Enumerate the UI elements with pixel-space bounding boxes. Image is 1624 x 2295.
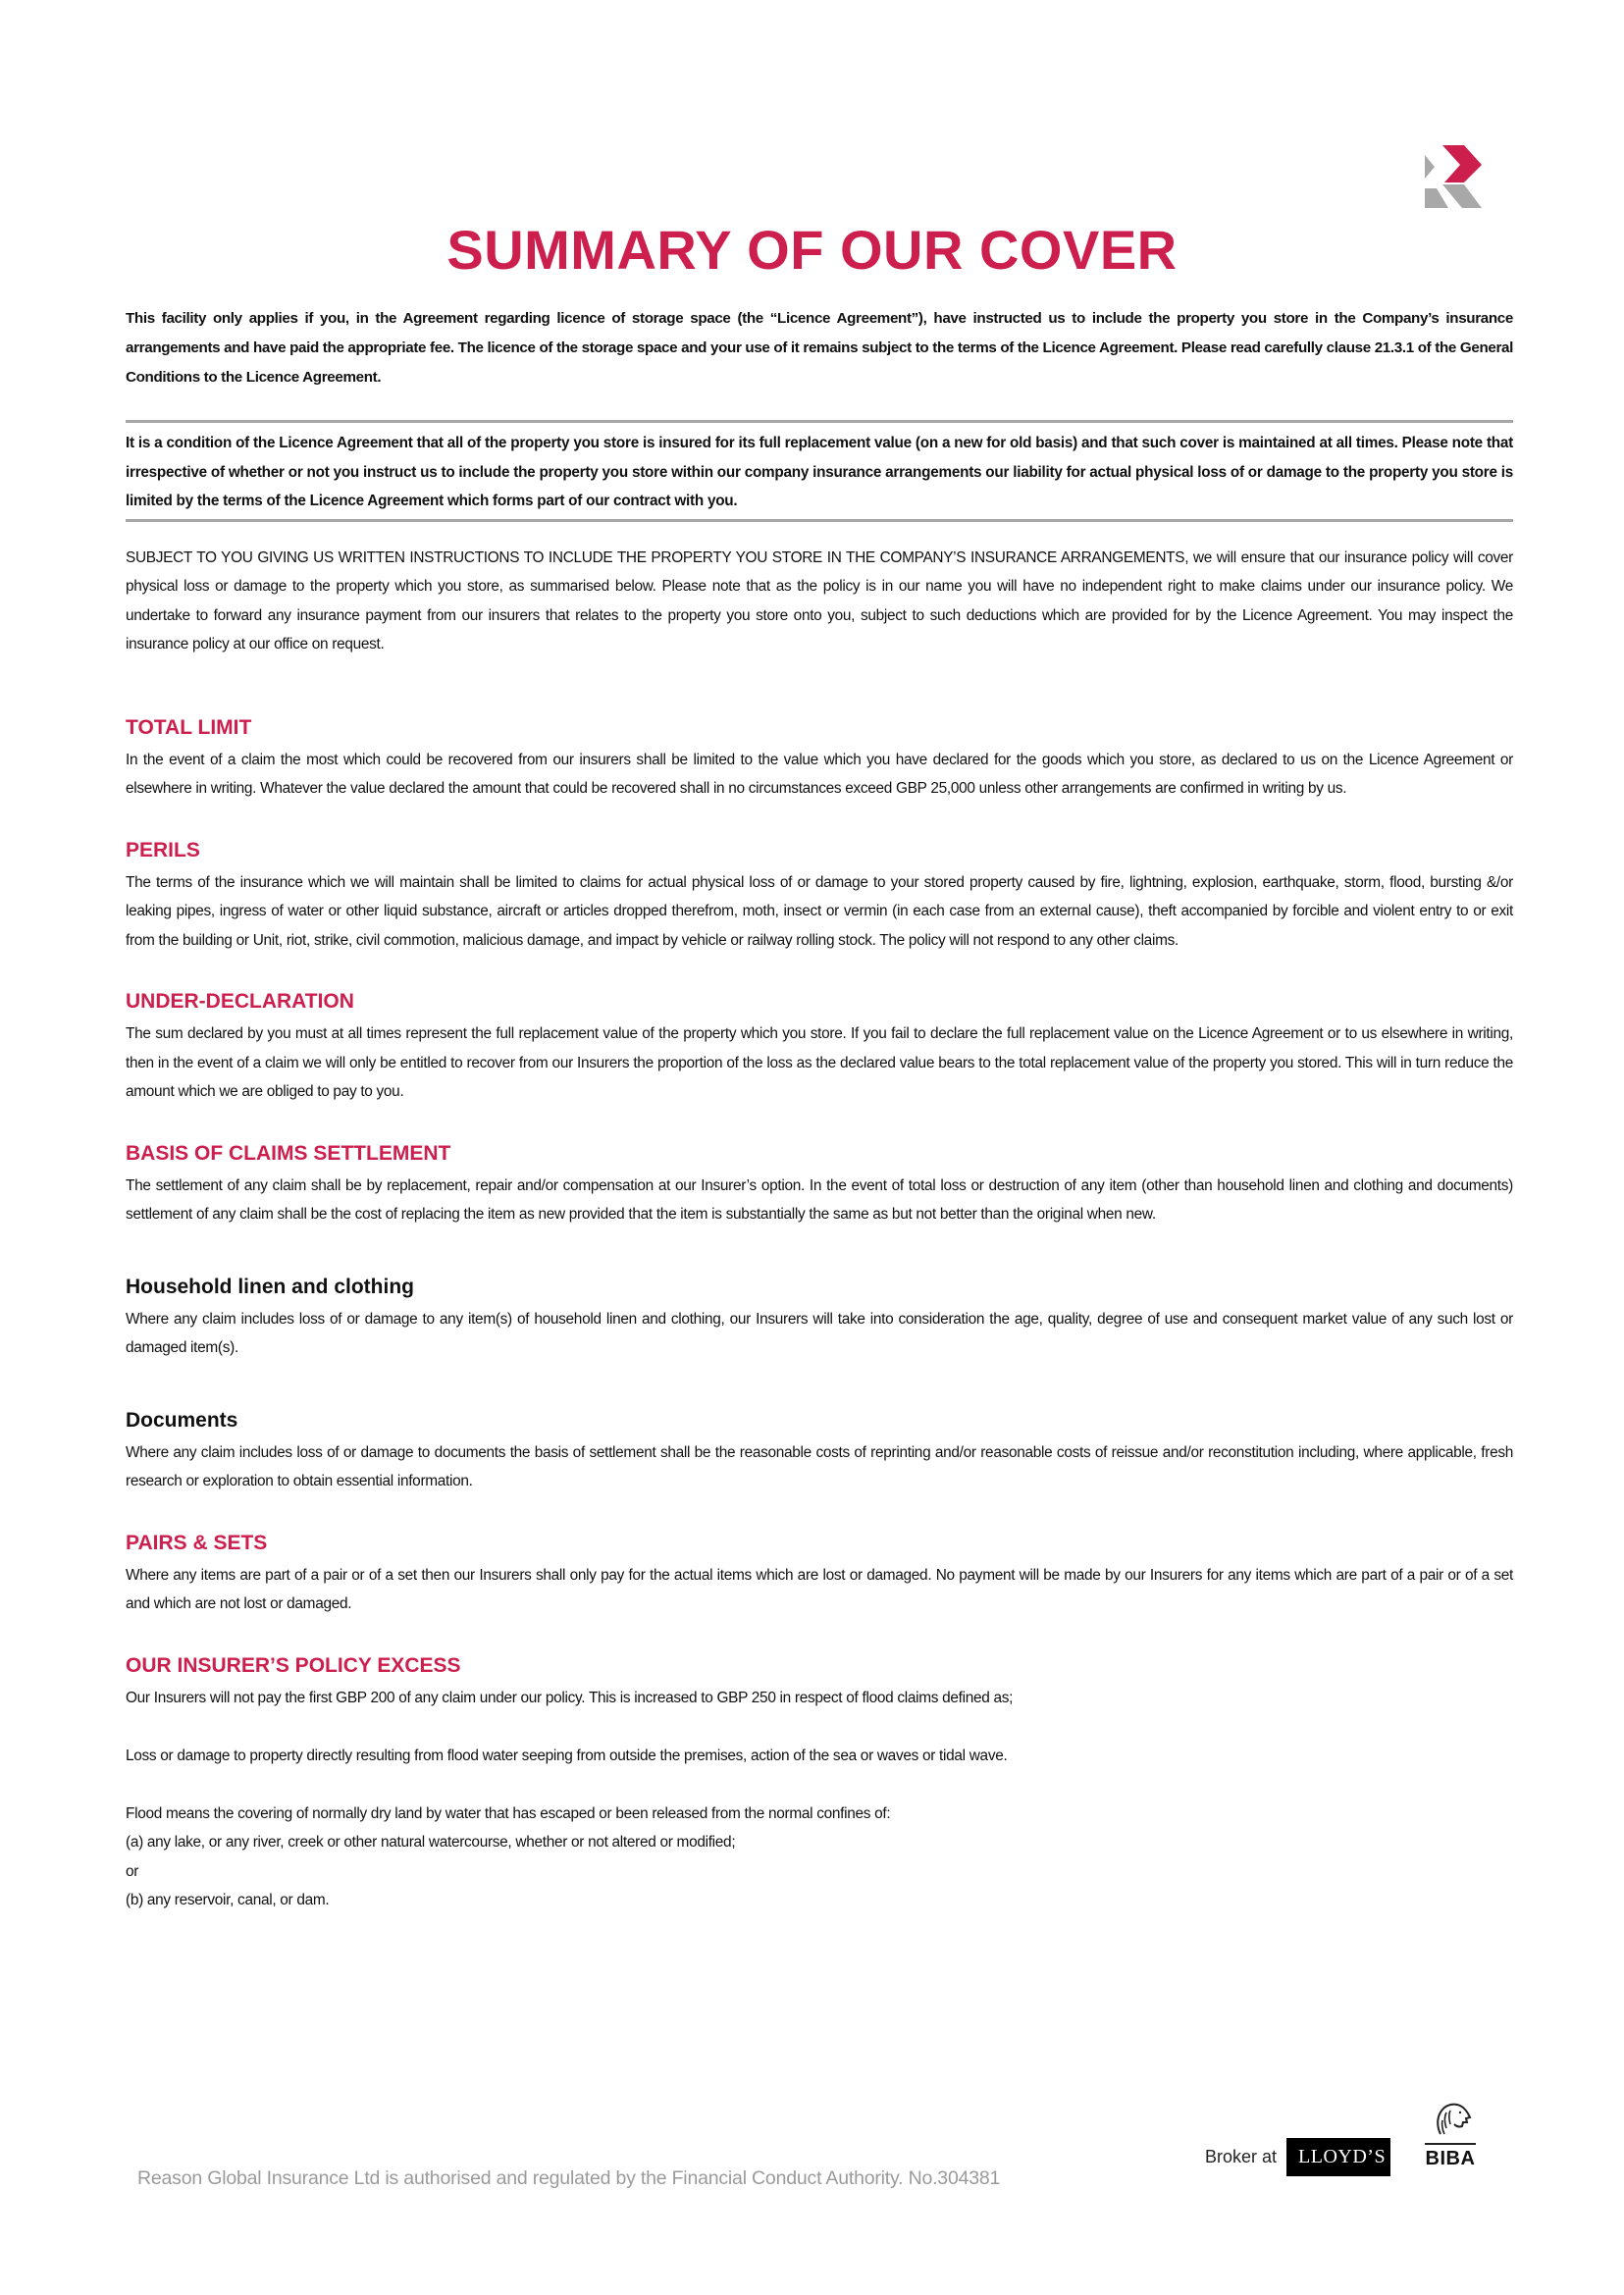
subject-paragraph: SUBJECT TO YOU GIVING US WRITTEN INSTRUCTIONS TO INCLUDE THE PROPERTY YOU STORE IN THE COMPANY’S INSURANCE ARRANGEMENTS, we will ensure that our insurance policy will cover physical loss or damage to the property which you store, as summarised below. Please note that as the policy is in our name you will have no independent right to make claims under our insurance policy. We undertake to forward any insurance payment from our insurers that relates to the property you store onto you, subject to such deductions which are provided for by the Licence Agreement. You may inspect the insurance policy at our office on request. [126,548,1513,652]
section-basis-of-claims [126,1139,1513,1229]
reason-logo-icon [1425,145,1484,210]
section-heading: BASIS OF CLAIMS SETTLEMENT [126,1141,451,1165]
section-total-limit [126,713,1513,804]
flood-item-a: (a) any lake, or any river, creek or other natural watercourse, whether or not altered or modified; [126,1834,736,1851]
biba-label: BIBA [1425,2148,1476,2169]
section-text: The sum declared by you must at all times represent the full replacement value of the property which you store. If you fail to declare the full replacement value on the Licence Agreement or to us elsewhere in writing, then in the event of a claim we will only be entitled to recover from our Insurers the proportion of the loss as the declared value bears to the total replacement value of the property you stored. This will in turn reduce the amount which we are obliged to pay to you. [126,1025,1513,1100]
section-under-declaration [126,987,1513,1107]
lloyds-logo: LLOYD’S [1286,2138,1390,2176]
section-heading: PERILS [126,838,200,861]
section-policy-excess [126,1651,1513,1915]
section-text: The settlement of any claim shall be by replacement, repair and/or compensation at our Insurer’s option. In the event of total loss or destruction of any item (other than household linen and clothing and documents) settlement of any claim shall be the cost of replacing the item as new provided that the item is substantially the same as but not better than the original when new. [126,1176,1513,1223]
condition-paragraph: It is a condition of the Licence Agreement that all of the property you store is insured for its full replacement value (on a new for old basis) and that such cover is maintained at all times. Please note that irrespective of whether or not you instruct us to include the property you store within our company insurance arrangements our liability for actual physical loss of or damage to the property you store is limited by the terms of the Licence Agreement which forms part of our contract with you. [126,435,1513,509]
subsection-heading: Household linen and clothing [126,1275,414,1298]
lloyds-broker-badge [1205,2138,1390,2176]
flood-definition: Flood means the covering of normally dry land by water that has escaped or been released from the normal confines of: [126,1804,891,1822]
section-text: Where any claim includes loss of or damage to any item(s) of household linen and clothing, our Insurers will take into consideration the age, quality, degree of use and consequent market value of any such lost or damaged item(s). [126,1310,1513,1356]
section-text: In the event of a claim the most which could be recovered from our insurers shall be limited to the value which you have declared for the goods which you store, as declared to us on the Licence Agreement or elsewhere in writing. Whatever the value declared the amount that could be recovered shall in no circumstances exceed GBP 25,000 unless other arrangements are confirmed in writing by us. [126,751,1513,797]
intro-paragraph: This facility only applies if you, in the Agreement regarding licence of storage space (the “Licence Agreement”), have instructed us to include the property you store in the Company’s insurance arrangements and have paid the appropriate fee. The licence of the storage space and your use of it remains subject to the terms of the Licence Agreement. Please read carefully clause 21.3.1 of the General Conditions to the Licence Agreement. [126,310,1513,386]
excess-line: Loss or damage to property directly resulting from flood water seeping from outside the premises, action of the sea or waves or tidal wave. [126,1747,1008,1764]
section-heading: PAIRS & SETS [126,1531,268,1554]
biba-lion-icon [1427,2101,1474,2136]
section-perils [126,836,1513,956]
broker-label: Broker at [1205,2147,1278,2166]
section-pairs-sets [126,1529,1513,1619]
section-heading: TOTAL LIMIT [126,715,252,739]
regulatory-statement: Reason Global Insurance Ltd is authorised and regulated by the Financial Conduct Authority. No.304381 [137,2167,1001,2189]
section-household-linen [126,1273,1513,1363]
section-text: Where any items are part of a pair or of a set then our Insurers shall only pay for the actual items which are lost or damaged. No payment will be made by our Insurers for any items which are part of a pair or of a set and which are not lost or damaged. [126,1566,1513,1612]
excess-line: Our Insurers will not pay the first GBP 200 of any claim under our policy. This is increased to GBP 250 in respect of flood claims defined as; [126,1689,1014,1706]
section-text: Where any claim includes loss of or damage to documents the basis of settlement shall be the reasonable costs of reprinting and/or reasonable costs of reissue and/or reconstitution including, where applicable, fresh research or exploration to obtain essential information. [126,1443,1513,1489]
flood-or: or [126,1862,139,1880]
section-heading: OUR INSURER’S POLICY EXCESS [126,1653,461,1677]
page-title: SUMMARY OF OUR COVER [446,219,1178,281]
flood-item-b: (b) any reservoir, canal, or dam. [126,1892,330,1908]
biba-badge [1421,2101,1480,2170]
document-body [126,304,1513,1915]
subsection-heading: Documents [126,1408,238,1432]
condition-notice [126,420,1513,522]
section-text: The terms of the insurance which we will maintain shall be limited to claims for actual physical loss of or damage to your stored property caused by fire, lightning, explosion, earthquake, storm, flood, bursting &/or leaking pipes, ingress of water or other liquid substance, aircraft or articles dropped therefrom, moth, insect or vermin (in each case from an external cause), theft accompanied by forcible and violent entry to or exit from the building or Unit, riot, strike, civil commotion, malicious damage, and impact by vehicle or railway rolling stock. The policy will not respond to any other claims. [126,873,1513,949]
section-documents [126,1406,1513,1496]
section-heading: UNDER-DECLARATION [126,990,354,1013]
biba-divider [1425,2143,1476,2145]
